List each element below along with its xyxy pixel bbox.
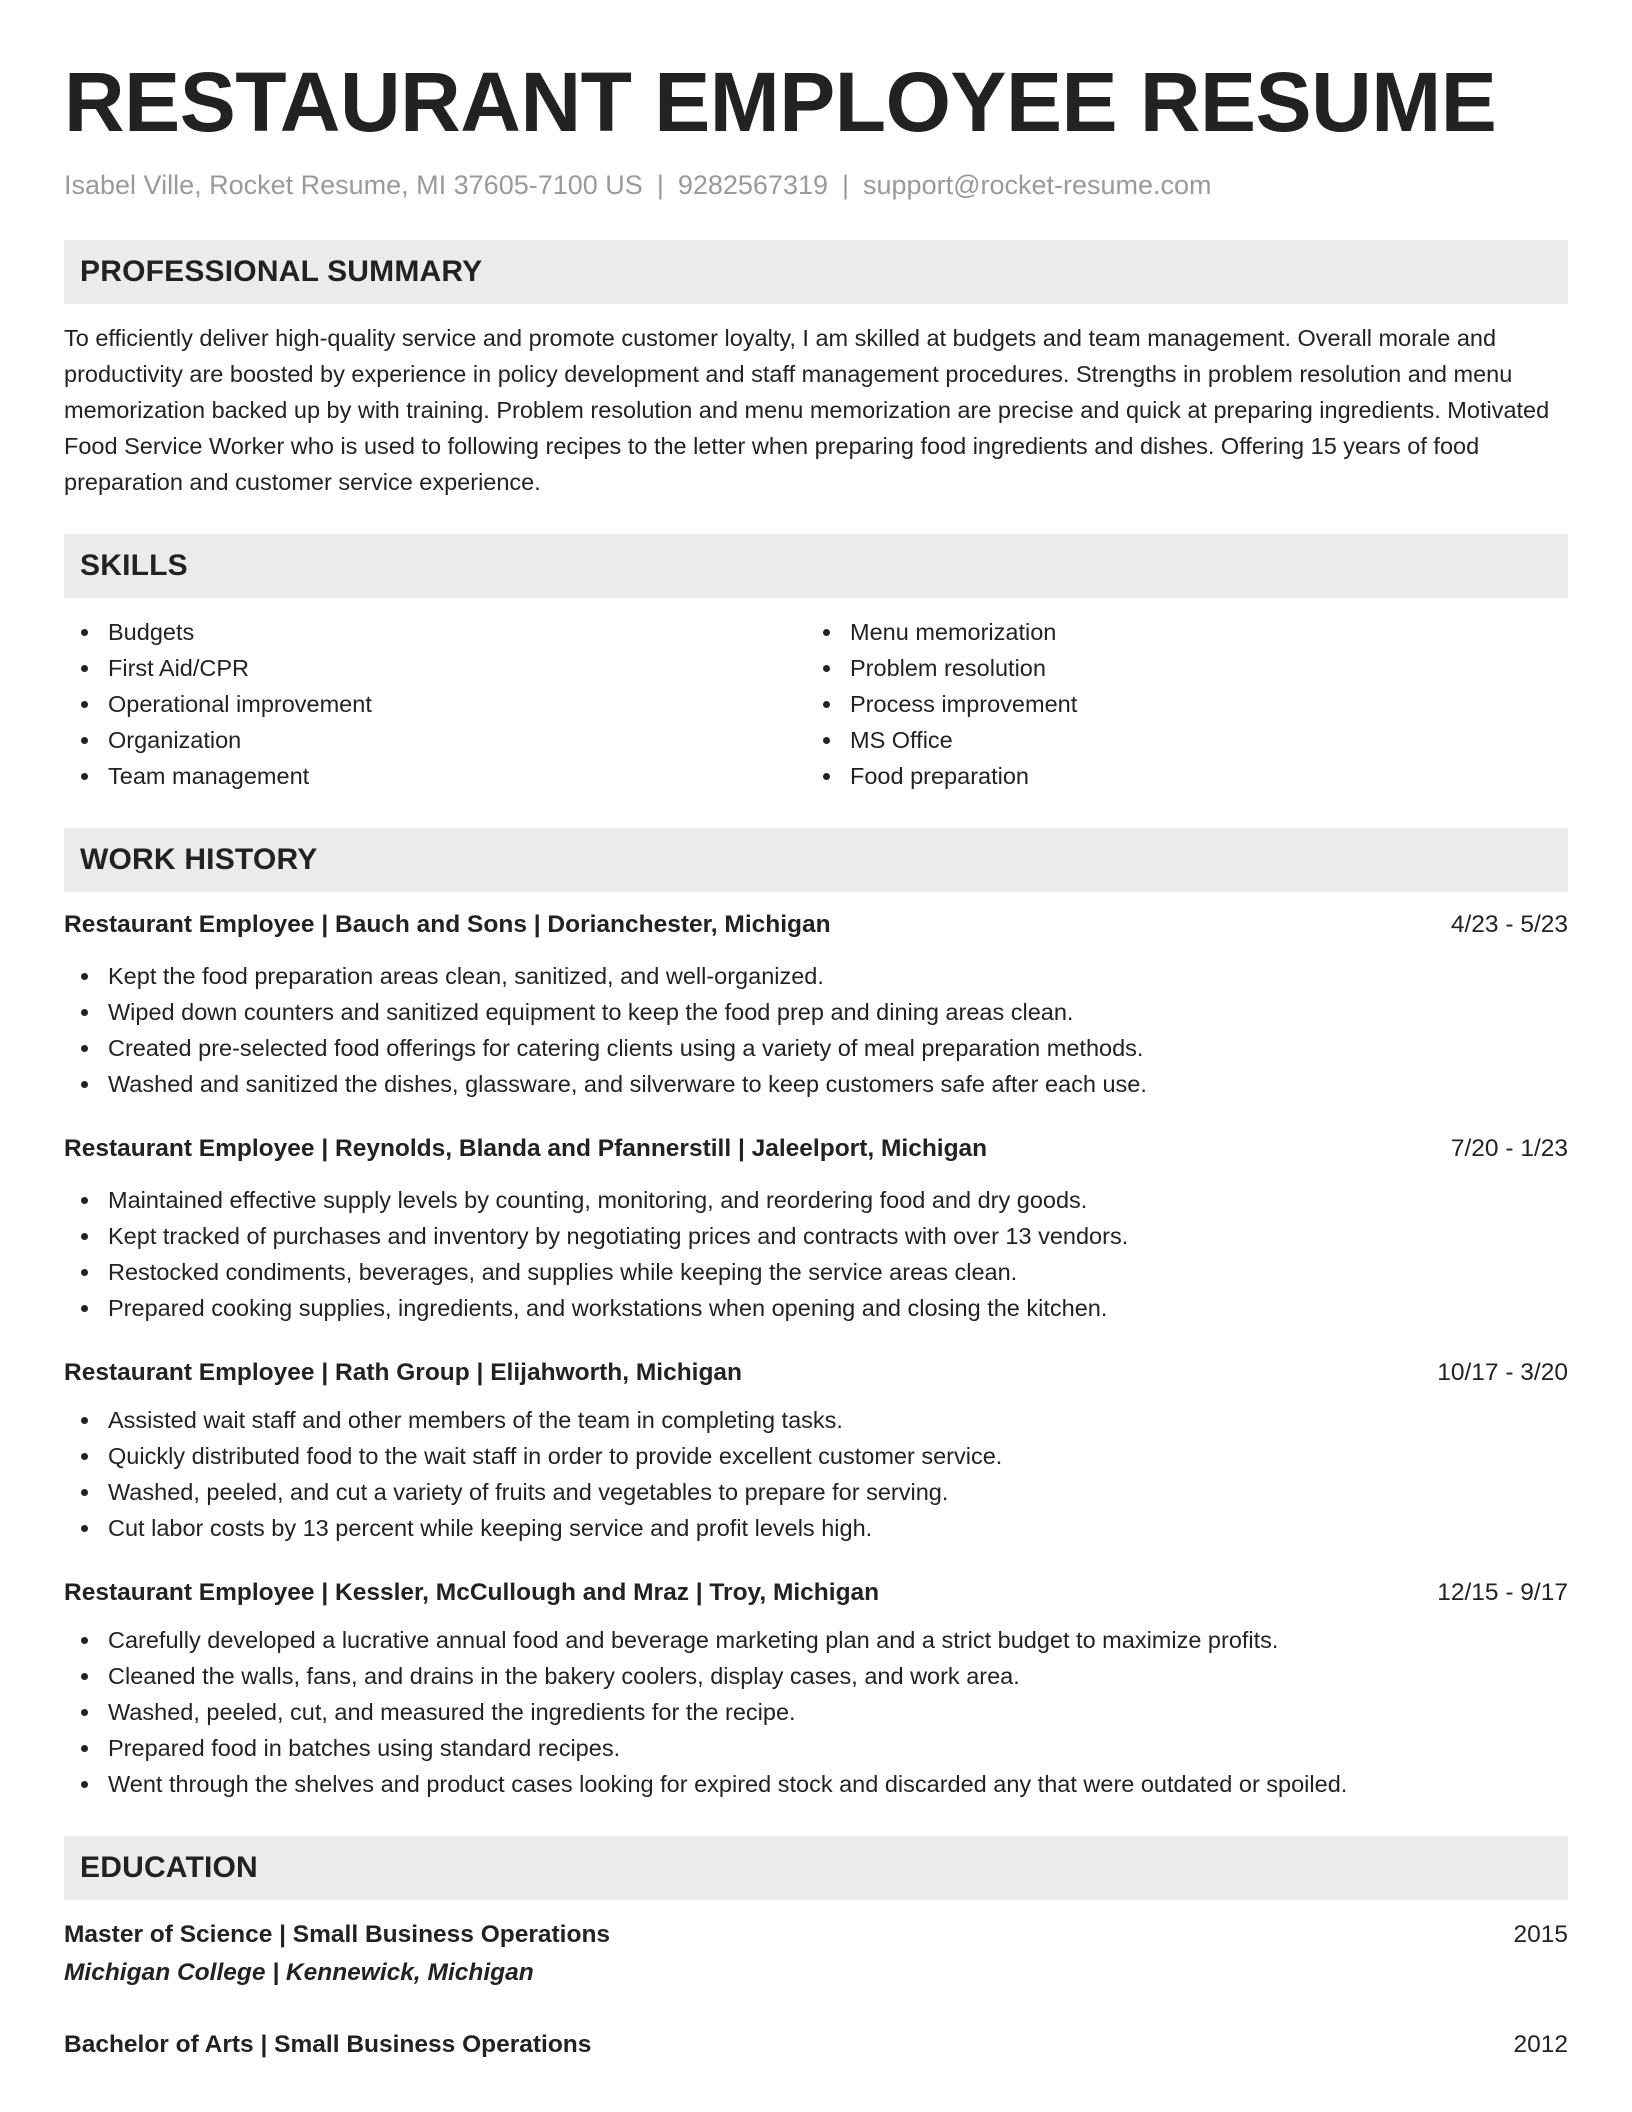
contact-address: Isabel Ville, Rocket Resume, MI 37605-7100 US [64,170,643,200]
contact-phone: 9282567319 [677,170,828,200]
skill-item: Organization [64,722,806,758]
work-heading: WORK HISTORY [80,843,318,876]
job-entry [64,1576,1568,1802]
education-section-header [64,1836,1568,1900]
work-section-header [64,828,1568,892]
job-entry [64,908,1568,1102]
summary-heading: PROFESSIONAL SUMMARY [80,255,483,288]
skill-item: First Aid/CPR [64,650,806,686]
contact-separator: | [842,170,850,200]
job-entry [64,1356,1568,1546]
job-title: Restaurant Employee | Kessler, McCullough and Mraz | Troy, Michigan [64,1579,880,1606]
job-bullets [64,1182,1568,1326]
education-entry [64,2026,1568,2064]
education-entry [64,1916,1568,1992]
resume-page [64,52,1568,2064]
job-bullet: Washed, peeled, and cut a variety of fruits and vegetables to prepare for serving. [64,1474,1568,1510]
job-bullet: Cut labor costs by 13 percent while keeping service and profit levels high. [64,1510,1568,1546]
skills-list [64,614,1568,794]
job-header [64,908,1568,942]
job-entry [64,1132,1568,1326]
education-header [64,1916,1568,1954]
job-header [64,1576,1568,1610]
skill-item: Process improvement [806,686,1548,722]
education-degree: Master of Science | Small Business Operations [64,1921,611,1948]
skill-item: MS Office [806,722,1548,758]
job-header [64,1132,1568,1166]
job-bullet: Went through the shelves and product cases looking for expired stock and discarded any that were outdated or spoiled. [64,1766,1568,1802]
job-dates: 4/23 - 5/23 [1450,911,1568,938]
skills-column-right [806,614,1548,794]
skill-item: Budgets [64,614,806,650]
education-year: 2012 [1513,2031,1568,2058]
contact-line [64,168,1568,202]
education-year: 2015 [1513,1921,1568,1948]
education-school: Michigan College | Kennewick, Michigan [64,1959,534,1986]
job-bullet: Washed and sanitized the dishes, glassware, and silverware to keep customers safe after each use. [64,1066,1568,1102]
skills-heading: SKILLS [80,549,188,582]
contact-separator: | [656,170,664,200]
job-bullets [64,1402,1568,1546]
skills-column-left [64,614,806,794]
job-bullet: Kept the food preparation areas clean, sanitized, and well-organized. [64,958,1568,994]
job-title: Restaurant Employee | Reynolds, Blanda and Pfannerstill | Jaleelport, Michigan [64,1135,988,1162]
job-bullet: Created pre-selected food offerings for catering clients using a variety of meal preparation methods. [64,1030,1568,1066]
education-header [64,2026,1568,2064]
job-title: Restaurant Employee | Bauch and Sons | Dorianchester, Michigan [64,911,831,938]
resume-title: RESTAURANT EMPLOYEE RESUME [64,55,1497,149]
job-bullets [64,1622,1568,1802]
skill-item: Menu memorization [806,614,1548,650]
job-bullet: Quickly distributed food to the wait staff in order to provide excellent customer service. [64,1438,1568,1474]
job-bullet: Prepared food in batches using standard recipes. [64,1730,1568,1766]
skill-item: Food preparation [806,758,1548,794]
job-bullet: Assisted wait staff and other members of the team in completing tasks. [64,1402,1568,1438]
education-degree: Bachelor of Arts | Small Business Operations [64,2031,592,2058]
job-bullet: Restocked condiments, beverages, and supplies while keeping the service areas clean. [64,1254,1568,1290]
job-header [64,1356,1568,1390]
job-bullets [64,958,1568,1102]
job-title: Restaurant Employee | Rath Group | Elijahworth, Michigan [64,1359,743,1386]
job-bullet: Washed, peeled, cut, and measured the ingredients for the recipe. [64,1694,1568,1730]
summary-text: To efficiently deliver high-quality service and promote customer loyalty, I am skilled at budgets and team management. Overall morale and productivity are boosted by experience in policy development and staff management procedures. Strengths in problem resolution and menu memorization backed up by with training. Problem resolution and menu memorization are precise and quick at preparing ingredients. Motivated Food Service Worker who is used to following recipes to the letter when preparing food ingredients and dishes. Offering 15 years of food preparation and customer service experience. [64,325,1550,495]
summary-section-header [64,240,1568,304]
skill-item: Team management [64,758,806,794]
job-dates: 12/15 - 9/17 [1437,1579,1568,1606]
job-dates: 7/20 - 1/23 [1450,1135,1568,1162]
education-heading: EDUCATION [80,1851,258,1884]
skill-item: Problem resolution [806,650,1548,686]
job-bullet: Wiped down counters and sanitized equipment to keep the food prep and dining areas clean. [64,994,1568,1030]
job-dates: 10/17 - 3/20 [1437,1359,1568,1386]
skills-section-header [64,534,1568,598]
job-bullet: Carefully developed a lucrative annual food and beverage marketing plan and a strict budget to maximize profits. [64,1622,1568,1658]
job-bullet: Prepared cooking supplies, ingredients, and workstations when opening and closing the kitchen. [64,1290,1568,1326]
job-bullet: Kept tracked of purchases and inventory by negotiating prices and contracts with over 13 vendors. [64,1218,1568,1254]
job-bullet: Maintained effective supply levels by counting, monitoring, and reordering food and dry goods. [64,1182,1568,1218]
skill-item: Operational improvement [64,686,806,722]
job-bullet: Cleaned the walls, fans, and drains in the bakery coolers, display cases, and work area. [64,1658,1568,1694]
contact-email: support@rocket-resume.com [863,170,1212,200]
